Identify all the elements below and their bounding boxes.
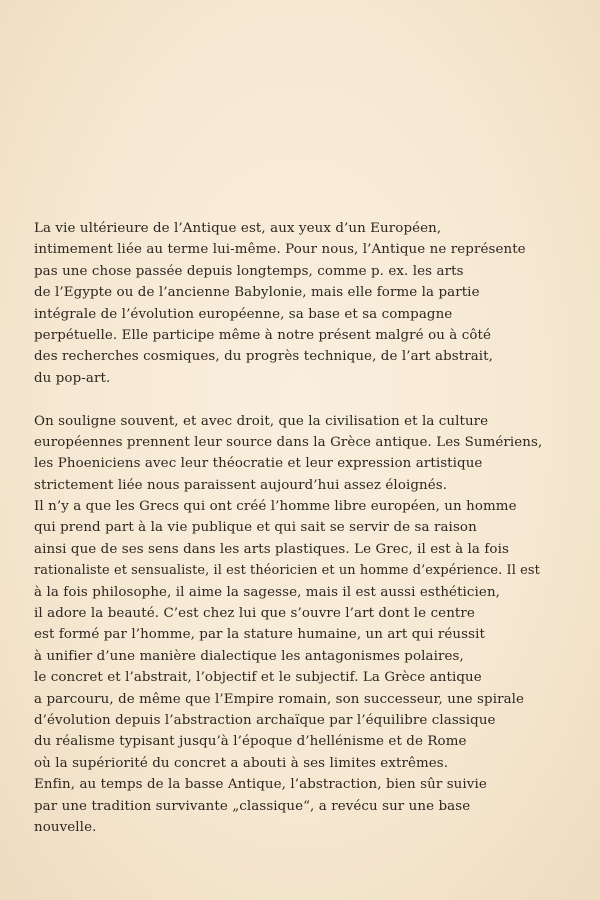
text-line: ainsi que de ses sens dans les arts plastiques. Le Grec, il est à la fois	[34, 541, 509, 557]
text-line: nouvelle.	[34, 819, 97, 835]
text-line: a parcouru, de même que l’Empire romain, son successeur, une spirale	[34, 691, 525, 707]
text-line: pas une chose passée depuis longtemps, comme p. ex. les arts	[34, 263, 464, 279]
text-line: européennes prennent leur source dans la Grèce antique. Les Sumériens,	[34, 434, 543, 450]
text-line: des recherches cosmiques, du progrès technique, de l’art abstrait,	[34, 349, 494, 365]
paragraph-gap	[34, 389, 594, 410]
text-line: par une tradition survivante „classique“, a revécu sur une base	[34, 798, 471, 814]
paragraph-1	[34, 218, 594, 389]
text-line: On souligne souvent, et avec droit, que la civilisation et la culture	[34, 413, 489, 429]
text-line: il adore la beauté. C’est chez lui que s’ouvre l’art dont le centre	[34, 606, 475, 622]
text-line: La vie ultérieure de l’Antique est, aux yeux d’un Européen,	[34, 221, 442, 236]
text-line: intimement liée au terme lui-même. Pour nous, l’Antique ne représente	[34, 242, 526, 258]
text-line: le concret et l’abstrait, l’objectif et le subjectif. La Grèce antique	[34, 670, 482, 686]
text-line: est formé par l’homme, par la stature humaine, un art qui réussit	[34, 627, 485, 643]
text-line: Enfin, au temps de la basse Antique, l’abstraction, bien sûr suivie	[34, 777, 487, 793]
text-line: qui prend part à la vie publique et qui sait se servir de sa raison	[34, 520, 477, 536]
text-line: Il n’y a que les Grecs qui ont créé l’homme libre européen, un homme	[34, 499, 517, 515]
text-line: du pop-art.	[34, 370, 111, 386]
text-line: de l’Egypte ou de l’ancienne Babylonie, mais elle forme la partie	[34, 285, 480, 301]
body-text	[34, 218, 594, 838]
text-line: d’évolution depuis l’abstraction archaïque par l’équilibre classique	[34, 712, 496, 728]
text-line: à la fois philosophe, il aime la sagesse, mais il est aussi esthéticien,	[34, 584, 501, 600]
text-line: strictement liée nous paraissent aujourd’hui assez éloignés.	[34, 477, 448, 493]
text-line: intégrale de l’évolution européenne, sa base et sa compagne	[34, 306, 453, 322]
text-line: les Phoeniciens avec leur théocratie et leur expression artistique	[34, 456, 483, 472]
text-line: à unifier d’une manière dialectique les antagonismes polaires,	[34, 648, 464, 664]
text-line: du réalisme typisant jusqu’à l’époque d’hellénisme et de Rome	[34, 734, 467, 750]
text-line: perpétuelle. Elle participe même à notre présent malgré ou à côté	[34, 327, 492, 343]
text-line: rationaliste et sensualiste, il est théoricien et un homme d’expérience. Il est	[34, 563, 540, 579]
text-line: où la supériorité du concret a abouti à ses limites extrêmes.	[34, 755, 449, 771]
paragraph-2	[34, 411, 594, 839]
